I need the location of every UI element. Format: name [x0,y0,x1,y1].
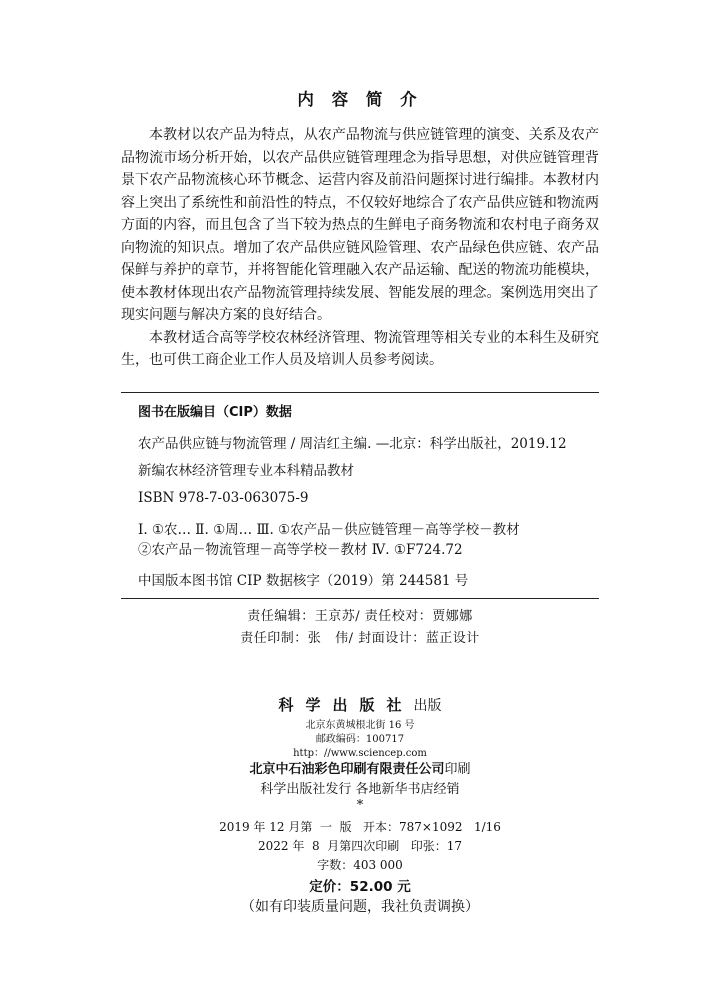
word-count: 字数：403 000 [317,858,403,872]
cip-top-rule [121,392,599,393]
edition-line-1: 2019 年 12 月第 一 版 开本：787×1092 1/16 [219,820,501,834]
quality-notice: （如有印装质量问题，我社负责调换） [241,899,479,915]
staff-line-print: 责任印制：张 伟/ 封面设计：蓝正设计 [240,631,480,646]
price: 定价：52.00 元 [309,879,411,895]
cip-book-line: 农产品供应链与物流管理 / 周洁红主编. —北京：科学出版社，2019.12 [138,436,567,452]
cip-class-line: Ⅰ. ①农… Ⅱ. ①周… Ⅲ. ①农产品－供应链管理－高等学校－教材 [138,522,520,538]
cip-classification [121,520,599,560]
cip-heading: 图书在版编目（CIP）数据 [138,405,292,420]
publisher-suffix: 出版 [413,698,442,714]
printer-suffix: 印刷 [444,762,471,777]
cip-series: 新编农林经济管理专业本科精品教材 [138,463,354,479]
abstract-paragraph: 本教材适合高等学校农林经济管理、物流管理等相关专业的本科生及研究生，也可供工商企业工作人员及培训人员参考阅读。 [121,329,599,368]
distribution-line: 科学出版社发行 各地新华书店经销 [260,782,460,797]
publisher-line [0,694,720,715]
publisher-postcode: 邮政编码：100717 [315,734,405,745]
publisher-website: http：//www.sciencep.com [293,748,427,759]
printer-line [0,758,720,777]
publisher-address: 北京东黄城根北街 16 号 [305,720,415,731]
publisher-name: 科学出版社 [278,696,414,714]
cip-isbn: ISBN 978-7-03-063075-9 [138,490,309,506]
separator-star: * [356,798,364,813]
cip-bottom-rule [121,598,599,599]
staff-line-editors: 责任编辑：王京苏/ 责任校对：贾娜娜 [247,609,473,624]
abstract-body [121,124,599,372]
abstract-paragraph: 本教材以农产品为特点，从农产品物流与供应链管理的演变、关系及农产品物流市场分析开始，以农产品供应链管理理念为指导思想，对供应链管理背景下农产品物流核心环节概念、运营内容及前沿问题探讨进行编排。本教材内容上突出了系统性和前沿性的特点，不仅较好地综合了农产品供应链和物流两方面的内容，而且包含了当下较为热点的生鲜电子商务物流和农村电子商务双向物流的知识点。增加了农产品供应链风险管理、农产品绿色供应链、农产品保鲜与养护的章节，并将智能化管理融入农产品运输、配送的物流功能模块，使本教材体现出农产品物流管理持续发展、智能发展的理念。案例选用突出了现实问题与解决方案的良好结合。 [121,127,599,323]
cip-class-line: ②农产品－物流管理－高等学校－教材 Ⅳ. ①F724.72 [138,542,463,558]
printer-name: 北京中石油彩色印刷有限责任公司 [249,762,445,777]
edition-line-2: 2022 年 8 月第四次印刷 印张：17 [258,839,462,853]
cip-library-line: 中国版本图书馆 CIP 数据核字（2019）第 244581 号 [138,573,469,589]
page-title: 内 容 简 介 [297,90,423,109]
